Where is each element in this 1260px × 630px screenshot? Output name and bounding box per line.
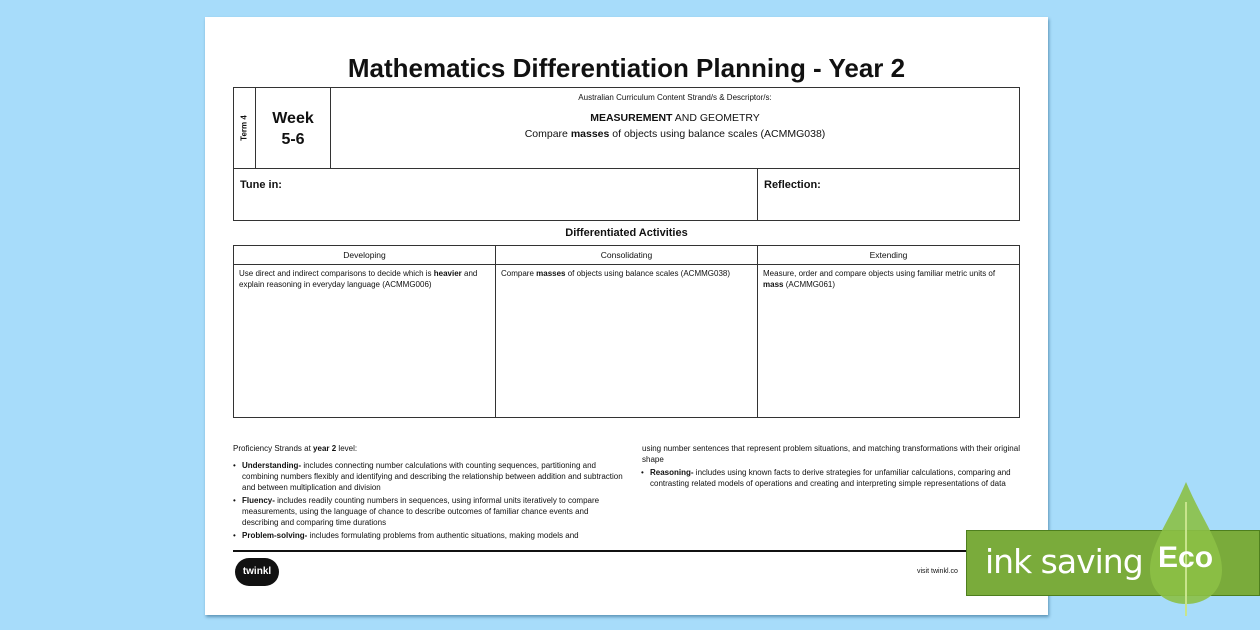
problem-solving-continued: using number sentences that represent problem situations, and matching transformations with their original shape [642, 444, 1020, 464]
term-label: Term 4 [239, 115, 249, 141]
column-header-developing: Developing [234, 246, 496, 265]
consolidating-cell[interactable]: Compare masses of objects using balance scales (ACMMG038) [496, 265, 758, 418]
activities-heading: Differentiated Activities [565, 227, 688, 239]
week-cell [256, 87, 331, 169]
worksheet-page [205, 17, 1048, 615]
footer-divider [233, 550, 1020, 552]
eco-badge: Eco [1158, 541, 1214, 574]
column-header-consolidating: Consolidating [496, 246, 758, 265]
strand-reasoning: • Reasoning- includes using known facts to derive strategies for unfamiliar calculations, comparing and contrasting related models of operations and creating and interpreting simple representations of data [641, 467, 1023, 489]
proficiency-right [641, 443, 1023, 489]
column-header-extending: Extending [758, 246, 1020, 265]
tune-in-label: Tune in: [240, 179, 282, 191]
reflection-label: Reflection: [764, 179, 821, 191]
term-cell [233, 87, 256, 169]
curriculum-cell [331, 87, 1019, 169]
visit-link[interactable]: visit twinkl.co [917, 568, 958, 575]
descriptor: Compare masses of objects using balance scales (ACMMG038) [524, 128, 826, 140]
extending-cell[interactable]: Measure, order and compare objects using familiar metric units of mass (ACMMG061) [758, 265, 1020, 418]
twinkl-logo[interactable]: twinkl [235, 558, 279, 586]
strand-fluency: • Fluency- includes readily counting numbers in sequences, using informal units iteratively to compare measurements, using the language of chance to describe outcomes of familiar chance events and describing and comparing time durations [233, 495, 623, 528]
tune-in-box[interactable] [233, 168, 758, 221]
reflection-box[interactable] [757, 168, 1020, 221]
proficiency-left [233, 443, 623, 541]
week-label: Week [272, 110, 314, 127]
strand-problem-solving: • Problem-solving- includes formulating problems from authentic situations, making models and [233, 530, 623, 541]
page-title: Mathematics Differentiation Planning - Year 2 [347, 53, 906, 83]
strand-understanding: • Understanding- includes connecting number calculations with counting sequences, partitioning and combining numbers flexibly and identifying and describing the relationship between addition and subtraction and between multiplication and division [233, 460, 623, 493]
week-range: 5-6 [281, 131, 305, 148]
proficiency-intro: Proficiency Strands at year 2 level: [233, 444, 358, 453]
activities-table [233, 245, 1020, 418]
strand: MEASUREMENT AND GEOMETRY [590, 112, 760, 124]
ink-saving-label: ink saving [985, 542, 1143, 581]
curriculum-heading: Australian Curriculum Content Strand/s & Descriptor/s: [578, 93, 772, 102]
developing-cell[interactable]: Use direct and indirect comparisons to decide which is heavier and explain reasoning in everyday language (ACMMG006) [234, 265, 496, 418]
